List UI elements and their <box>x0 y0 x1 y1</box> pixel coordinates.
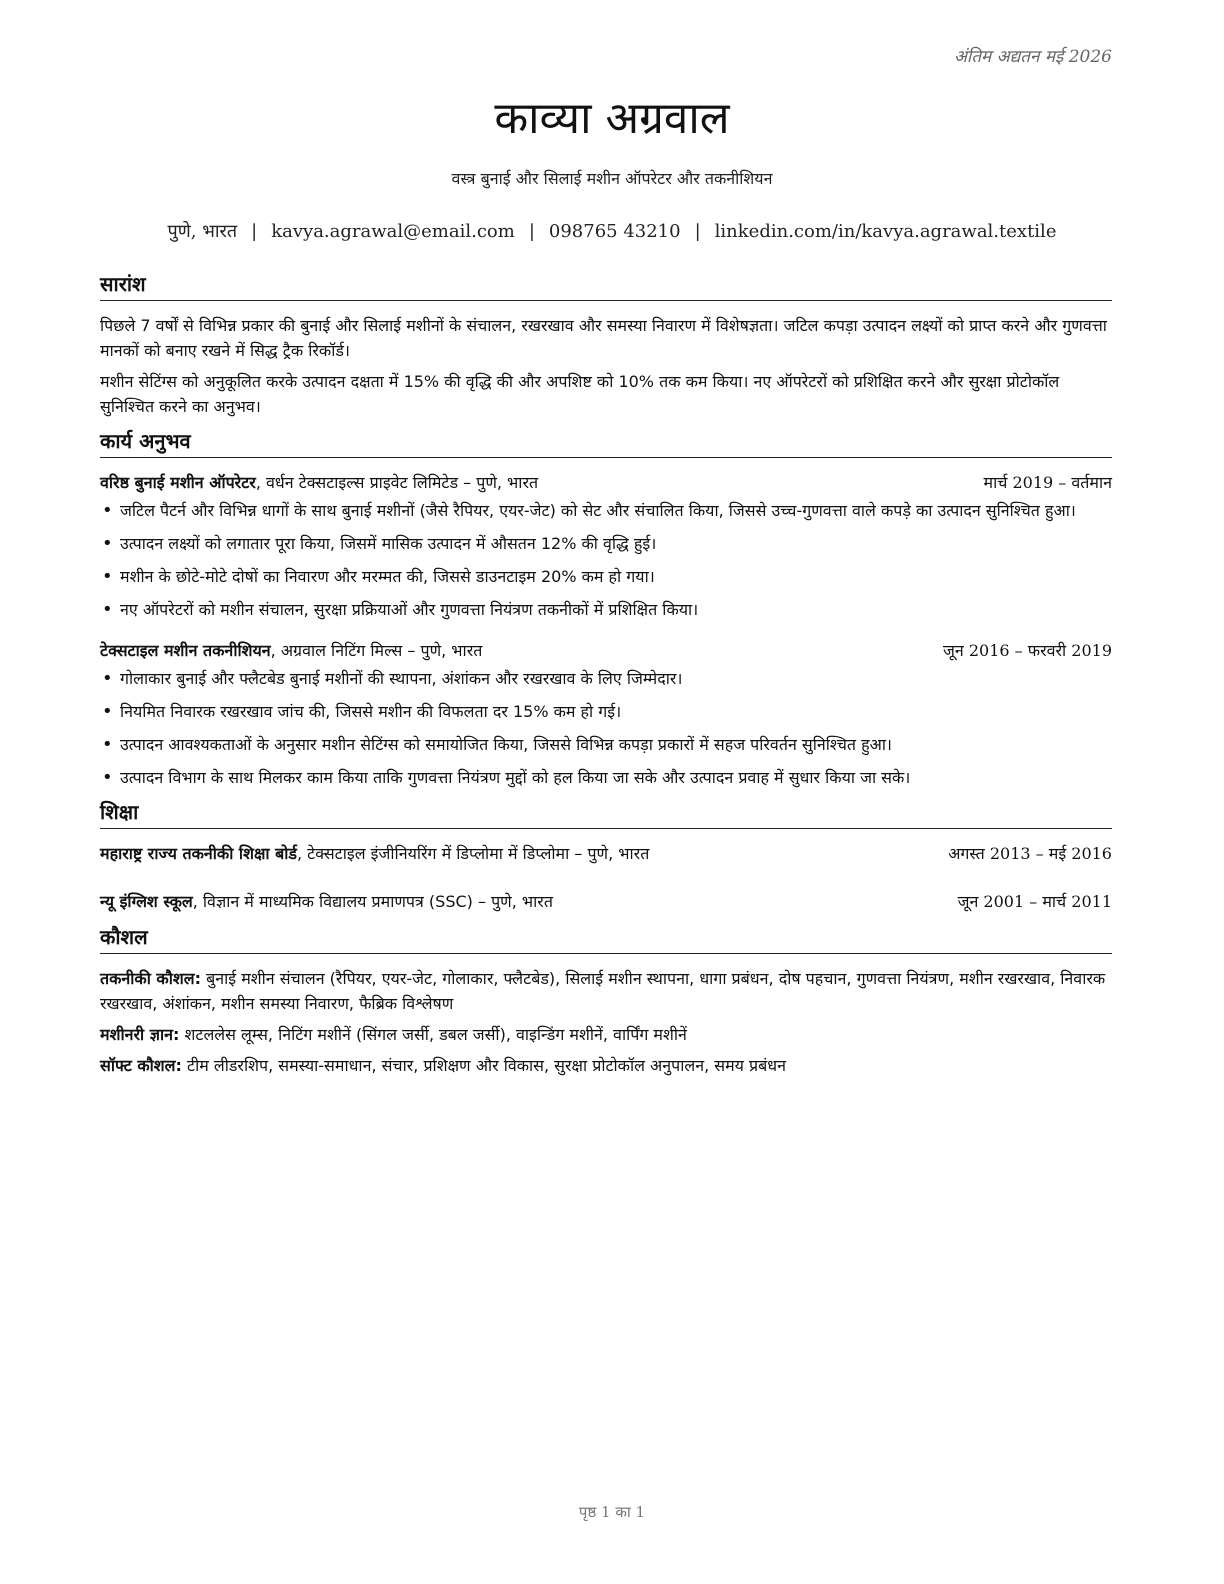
skills-section <box>100 923 1112 1078</box>
education-detail: , टेक्सटाइल इंजीनियरिंग में डिप्लोमा में डिप्लोमा – पुणे, भारत <box>297 844 650 863</box>
summary-section <box>100 270 1112 419</box>
skill-label: तकनीकी कौशल: <box>100 969 201 988</box>
job-entry <box>100 638 1112 790</box>
separator: | <box>528 221 535 242</box>
education-entry <box>100 841 1112 867</box>
bullet-item: • नए ऑपरेटरों को मशीन संचालन, सुरक्षा प्रक्रियाओं और गुणवत्ता नियंत्रण तकनीकों में प्रशिक्षित किया। <box>100 597 1112 622</box>
bullet-item: • गोलाकार बुनाई और फ्लैटबेड बुनाई मशीनों की स्थापना, अंशांकन और रखरखाव के लिए जिम्मेदार। <box>100 666 1112 691</box>
section-heading-education: शिक्षा <box>100 798 1112 829</box>
skill-label: सॉफ्ट कौशल: <box>100 1056 182 1075</box>
section-heading-summary: सारांश <box>100 270 1112 301</box>
education-section <box>100 798 1112 915</box>
skill-line <box>100 1022 1112 1047</box>
education-institution-detail <box>100 841 649 867</box>
page-number: पृष्ठ 1 का 1 <box>578 1503 646 1521</box>
job-entry <box>100 470 1112 622</box>
job-org: , वर्धन टेक्सटाइल्स प्राइवेट लिमिटेड – पुणे, भारत <box>255 473 539 492</box>
section-heading-experience: कार्य अनुभव <box>100 427 1112 458</box>
job-title-org <box>100 470 538 496</box>
experience-section <box>100 427 1112 790</box>
bullet-item: • उत्पादन विभाग के साथ मिलकर काम किया ताकि गुणवत्ता नियंत्रण मुद्दों को हल किया जा सके और उत्पादन प्रवाह में सुधार किया जा सके। <box>100 765 1112 790</box>
bullet-item: • नियमित निवारक रखरखाव जांच की, जिससे मशीन की विफलता दर 15% कम हो गई। <box>100 699 1112 724</box>
skill-text: शटललेस लूम्स, निटिंग मशीनें (सिंगल जर्सी, डबल जर्सी), वाइन्डिंग मशीनें, वार्पिंग मशीनें <box>179 1025 687 1044</box>
bullet-item: • उत्पादन आवश्यकताओं के अनुसार मशीन सेटिंग्स को समायोजित किया, जिससे विभिन्न कपड़ा प्रकारों में सहज परिवर्तन सुनिश्चित हुआ। <box>100 732 1112 757</box>
contact-phone[interactable]: 098765 43210 <box>548 221 681 242</box>
separator: | <box>251 221 258 242</box>
skill-text: बुनाई मशीन संचालन (रैपियर, एयर-जेट, गोलाकार, फ्लैटबेड), सिलाई मशीन स्थापना, धागा प्रबंधन, दोष पहचान, गुणवत्ता नियंत्रण, मशीन रखरखाव, निवारक रखरखाव, अंशांकन, मशीन समस्या निवारण, फैब्रिक विश्लेषण <box>100 969 1106 1013</box>
job-org: , अग्रवाल निटिंग मिल्स – पुणे, भारत <box>270 641 483 660</box>
contact-linkedin[interactable]: linkedin.com/in/kavya.agrawal.textile <box>714 221 1057 242</box>
education-dates: जून 2001 – मार्च 2011 <box>957 892 1112 911</box>
last-updated: अंतिम अद्यतन मई 2026 <box>953 47 1112 67</box>
education-institution: न्यू इंग्लिश स्कूल <box>100 892 193 911</box>
education-dates: अगस्त 2013 – मई 2016 <box>948 844 1112 863</box>
candidate-name: काव्या अग्रवाल <box>494 93 730 144</box>
resume-body <box>100 270 1112 1086</box>
contact-email[interactable]: kavya.agrawal@email.com <box>271 221 515 242</box>
skill-line <box>100 1053 1112 1078</box>
job-title-org <box>100 638 482 664</box>
skill-line <box>100 966 1112 1016</box>
summary-paragraph: पिछले 7 वर्षों से विभिन्न प्रकार की बुनाई और सिलाई मशीनों के संचालन, रखरखाव और समस्या निवारण में विशेषज्ञता। जटिल कपड़ा उत्पादन लक्ष्यों को प्राप्त करने और गुणवत्ता मानकों को बनाए रखने में सिद्ध ट्रैक रिकॉर्ड। <box>100 316 1107 360</box>
job-title: वरिष्ठ बुनाई मशीन ऑपरेटर <box>100 473 256 492</box>
job-dates: जून 2016 – फरवरी 2019 <box>943 641 1112 660</box>
education-institution: महाराष्ट्र राज्य तकनीकी शिक्षा बोर्ड <box>100 844 297 863</box>
education-institution-detail <box>100 889 553 915</box>
job-header <box>100 638 1112 664</box>
contact-line <box>0 219 1224 243</box>
education-detail: , विज्ञान में माध्यमिक विद्यालय प्रमाणपत्र (SSC) – पुणे, भारत <box>192 892 553 911</box>
job-header <box>100 470 1112 496</box>
bullet-item: • जटिल पैटर्न और विभिन्न धागों के साथ बुनाई मशीनों (जैसे रैपियर, एयर-जेट) को सेट और संचालित किया, जिससे उच्च-गुणवत्ता वाले कपड़े का उत्पादन सुनिश्चित हुआ। <box>100 498 1112 523</box>
separator: | <box>694 221 701 242</box>
job-dates: मार्च 2019 – वर्तमान <box>983 473 1112 492</box>
section-heading-skills: कौशल <box>100 923 1112 954</box>
bullet-item: • मशीन के छोटे-मोटे दोषों का निवारण और मरम्मत की, जिससे डाउनटाइम 20% कम हो गया। <box>100 564 1112 589</box>
job-bullets <box>100 666 1112 790</box>
skill-label: मशीनरी ज्ञान: <box>100 1025 180 1044</box>
contact-location: पुणे, भारत <box>167 221 238 242</box>
bullet-item: • उत्पादन लक्ष्यों को लगातार पूरा किया, जिसमें मासिक उत्पादन में औसतन 12% की वृद्धि हुई। <box>100 531 1112 556</box>
job-bullets <box>100 498 1112 622</box>
summary-paragraph: मशीन सेटिंग्स को अनुकूलित करके उत्पादन दक्षता में 15% की वृद्धि की और अपशिष्ट को 10% तक कम किया। नए ऑपरेटरों को प्रशिक्षित करने और सुरक्षा प्रोटोकॉल सुनिश्चित करने का अनुभव। <box>100 372 1060 416</box>
education-entry <box>100 889 1112 915</box>
job-title: वस्त्र बुनाई और सिलाई मशीन ऑपरेटर और तकनीशियन <box>451 169 773 188</box>
skill-text: टीम लीडरशिप, समस्या-समाधान, संचार, प्रशिक्षण और विकास, सुरक्षा प्रोटोकॉल अनुपालन, समय प्रबंधन <box>181 1056 786 1075</box>
job-title: टेक्सटाइल मशीन तकनीशियन <box>100 641 271 660</box>
